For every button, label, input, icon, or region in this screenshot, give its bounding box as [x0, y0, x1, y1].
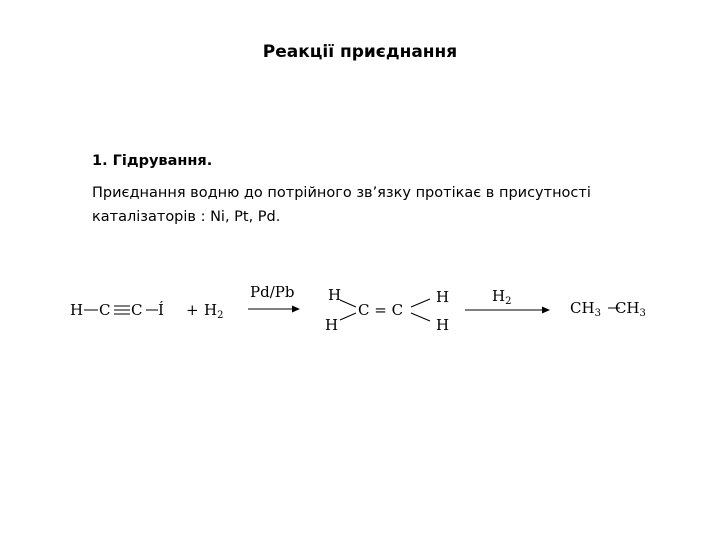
alkene-h-top-left: H [328, 286, 342, 304]
product-sub-right: 3 [639, 308, 646, 319]
bond-alkene-left-top [340, 300, 356, 307]
alkene-h-bottom-right: H [436, 316, 450, 334]
atom-c2: C [131, 301, 143, 319]
product-sub-left: 3 [594, 308, 601, 319]
reagent-h2-subscript: 2 [217, 310, 224, 321]
reagent-h2-symbol: H [204, 301, 218, 319]
arrow-2-head [542, 307, 550, 314]
atom-c1: C [99, 301, 111, 319]
alkene-h-bottom-left: H [325, 316, 339, 334]
arrow-1-head [292, 306, 300, 313]
atom-h-left: H [70, 301, 84, 319]
product-ch3-right: CH [614, 299, 640, 317]
bond-alkene-right-top [411, 299, 430, 307]
bond-alkene-right-bottom [411, 313, 430, 321]
alkene-h-top-right: H [436, 288, 450, 306]
second-reagent-subscript: 2 [505, 296, 512, 307]
product-ethane [570, 299, 646, 317]
section-heading: 1. Гідрування. [92, 153, 213, 169]
catalyst-label: Pd/Pb [250, 283, 295, 301]
alkene-core: C = C [358, 301, 404, 319]
second-reagent-symbol: H [492, 287, 506, 305]
slide-title: Реакції приєднання [262, 42, 458, 62]
second-reagent-h2 [492, 287, 511, 305]
section-text: Приєднання водню до потрійного зв’язку протікає в присутності каталізаторів : Ni, Pt, Pd. [92, 185, 591, 225]
reaction-equation [0, 270, 720, 350]
atom-h-right: Í [158, 301, 164, 319]
product-ch3-left: CH [570, 299, 595, 317]
plus-sign: + [186, 301, 199, 319]
reagent-h2 [204, 301, 223, 319]
bond-alkene-left-bottom [340, 313, 356, 320]
